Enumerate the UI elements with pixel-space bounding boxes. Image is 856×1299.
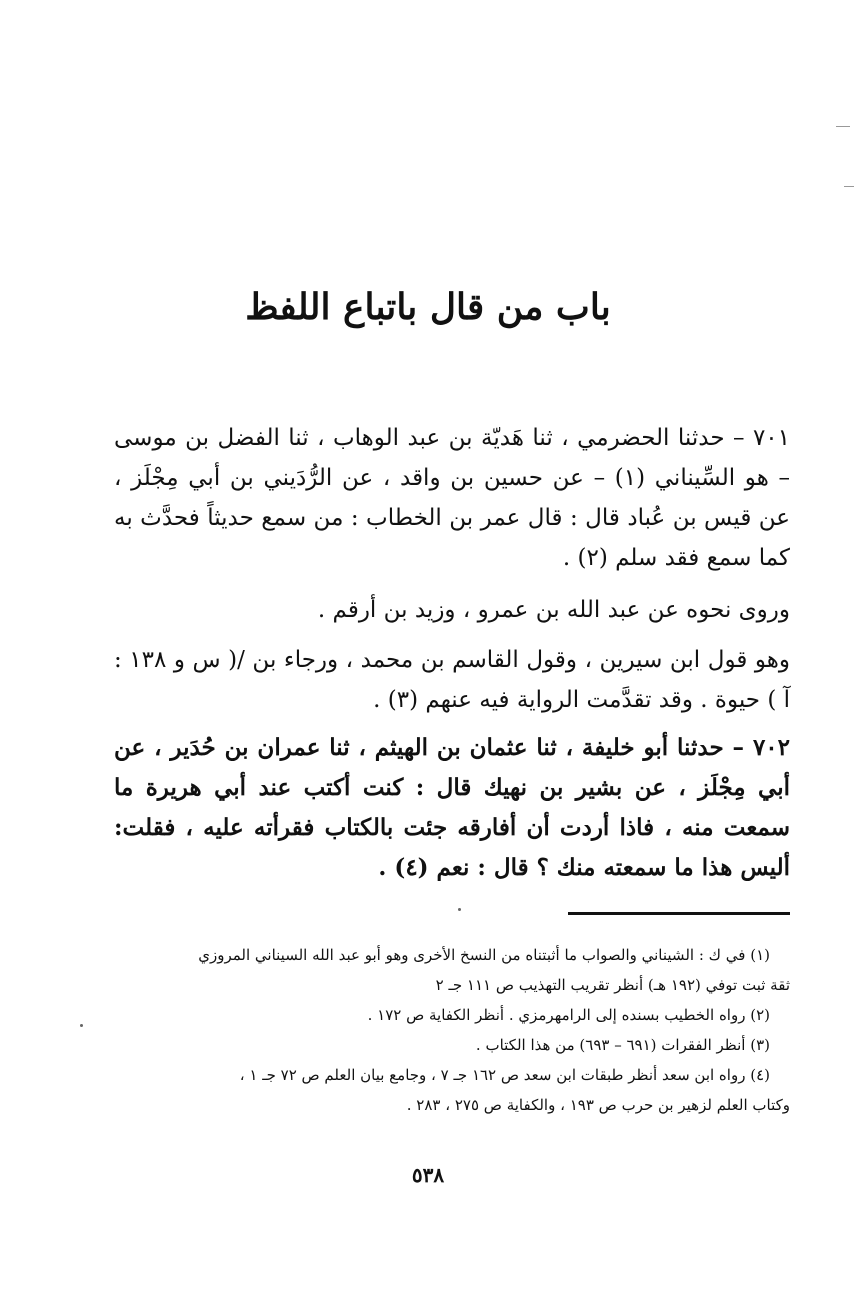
hadith-702-text: ٧٠٢ – حدثنا أبو خليفة ، ثنا عثمان بن الهيثم ، ثنا عمران بن حُدَير ، عن أبي مِجْلَز ، عن بشير بن نهيك قال : كنت أكتب عند أبي هريرة ما سمعت منه ، فاذا أردت أن أفارقه جئت بالكتاب فقرأته عليه ، فقلت: أليس هذا ما سمعته منك ؟ قال : نعم (٤) . [114,734,790,881]
opinion-paragraph: وهو قول ابن سيرين ، وقول القاسم بن محمد ، ورجاء بن /( س و ١٣٨ : آ ) حيوة . وقد تقدَّمت الرواية فيه عنهم (٣) . [114,647,790,713]
footnote-1-continued: ثقة ثبت توفي (١٩٢ هـ) أنظر تقريب التهذيب ص ١١١ جـ ٢ [435,976,790,994]
narration-paragraph: وروى نحوه عن عبد الله بن عمرو ، وزيد بن أرقم . [317,597,790,623]
hadith-702 [114,728,790,888]
footnotes [110,940,790,1120]
scan-speck [458,908,461,911]
footnote-1: (١) في ك : الشيناني والصواب ما أثبتناه من النسخ الأخرى وهو أبو عبد الله السيناني المروزي [198,946,770,964]
footnote-separator [568,912,790,915]
chapter-title: باب من قال باتباع اللفظ [245,286,611,328]
footnote-3: (٣) أنظر الفقرات (٦٩١ – ٦٩٣) من هذا الكتاب . [475,1036,770,1054]
scan-speck-2 [80,1024,83,1027]
footnote-4-continued: وكتاب العلم لزهير بن حرب ص ١٩٣ ، والكفاية ص ٢٧٥ ، ٢٨٣ . [406,1096,790,1114]
edge-mark-top-2 [844,186,854,187]
footnote-2: (٢) رواه الخطيب بسنده إلى الرامهرمزي . أنظر الكفاية ص ١٧٢ . [367,1006,770,1024]
edge-mark-top [836,126,850,127]
page-number: ٥٣٨ [411,1163,445,1187]
hadith-701: ٧٠١ – حدثنا الحضرمي ، ثنا هَديّة بن عبد الوهاب ، ثنا الفضل بن موسى – هو السِّيناني (١) – عن حسين بن واقد ، عن الرُّدَيني بن أبي مِجْلَز ، عن قيس بن عُباد قال : قال عمر بن الخطاب : من سمع حديثاً فحدَّث به كما سمع فقد سلم (٢) . [114,425,790,571]
footnote-4: (٤) رواه ابن سعد أنظر طبقات ابن سعد ص ١٦٢ جـ ٧ ، وجامع بيان العلم ص ٧٢ جـ ١ ، [239,1066,770,1084]
